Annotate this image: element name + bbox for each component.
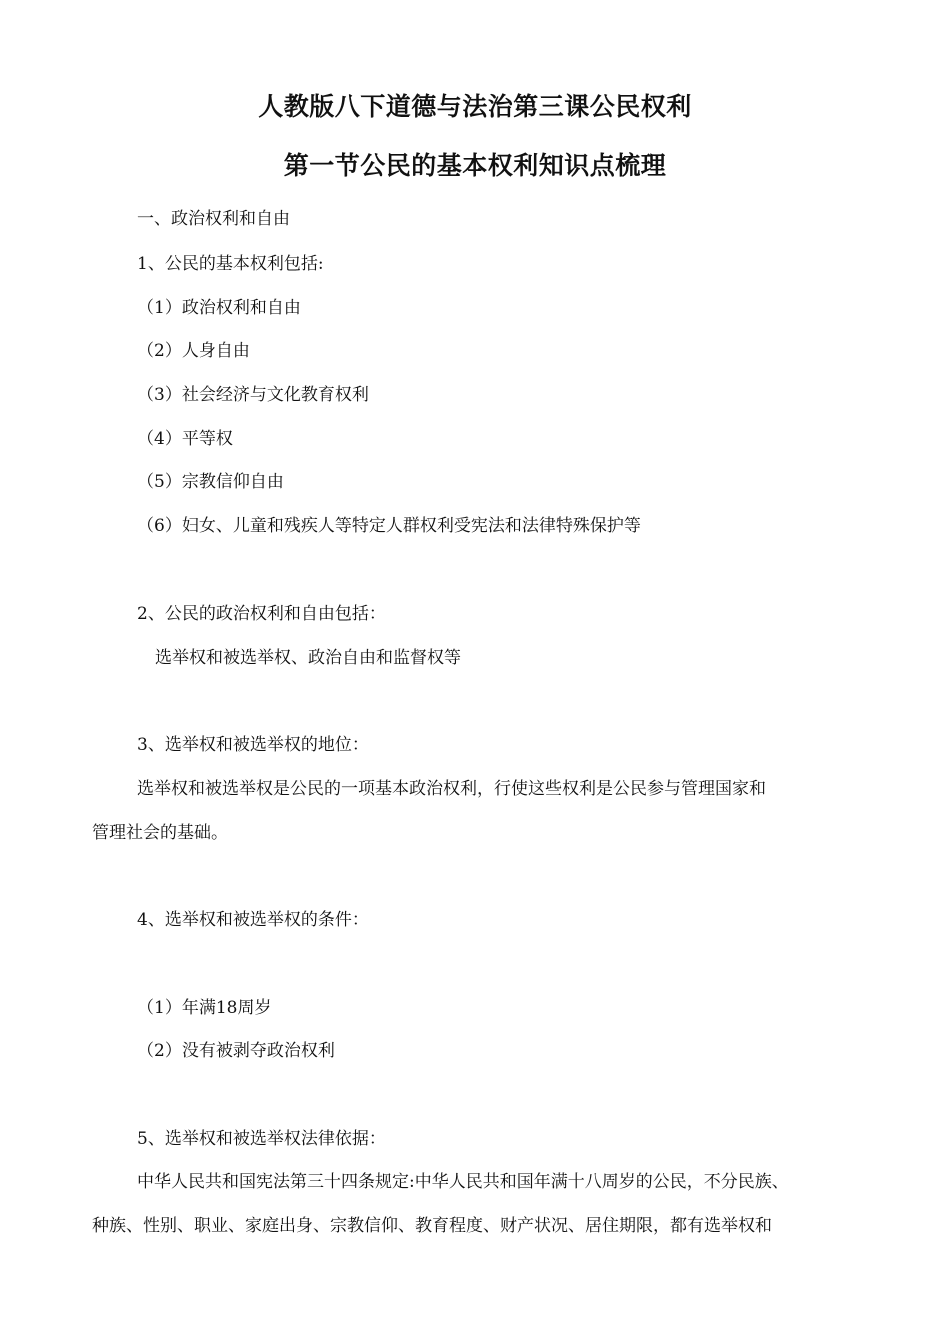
point-5-text-line-2: 种族、性别、职业、家庭出身、宗教信仰、教育程度、财产状况、居住期限，都有选举权和: [92, 1216, 772, 1236]
list-item: （6）妇女、儿童和残疾人等特定人群权利受宪法和法律特殊保护等: [137, 516, 641, 536]
list-item: （5）宗教信仰自由: [137, 472, 284, 492]
point-2-text: 选举权和被选举权、政治自由和监督权等: [155, 648, 461, 668]
document-subtitle: 第一节公民的基本权利知识点梳理: [283, 151, 667, 180]
list-item: （2）没有被剥夺政治权利: [137, 1041, 335, 1061]
list-item: （1）年满18周岁: [137, 998, 272, 1018]
point-5-text-line-1: 中华人民共和国宪法第三十四条规定:中华人民共和国年满十八周岁的公民，不分民族、: [137, 1172, 789, 1192]
point-3-text-line-2: 管理社会的基础。: [92, 823, 228, 843]
document-title: 人教版八下道德与法治第三课公民权利: [258, 92, 692, 121]
point-2-heading: 2、公民的政治权利和自由包括：: [137, 604, 386, 624]
section-heading: 一、政治权利和自由: [137, 209, 290, 229]
point-3-text-line-1: 选举权和被选举权是公民的一项基本政治权利，行使这些权利是公民参与管理国家和: [137, 779, 766, 799]
point-1-heading: 1、公民的基本权利包括:: [137, 254, 324, 274]
list-item: （3）社会经济与文化教育权利: [137, 385, 369, 405]
point-4-heading: 4、选举权和被选举权的条件：: [137, 910, 369, 930]
list-item: （4）平等权: [137, 429, 233, 449]
point-5-heading: 5、选举权和被选举权法律依据：: [137, 1129, 386, 1149]
point-3-heading: 3、选举权和被选举权的地位：: [137, 735, 369, 755]
list-item: （1）政治权利和自由: [137, 298, 301, 318]
list-item: （2）人身自由: [137, 341, 250, 361]
